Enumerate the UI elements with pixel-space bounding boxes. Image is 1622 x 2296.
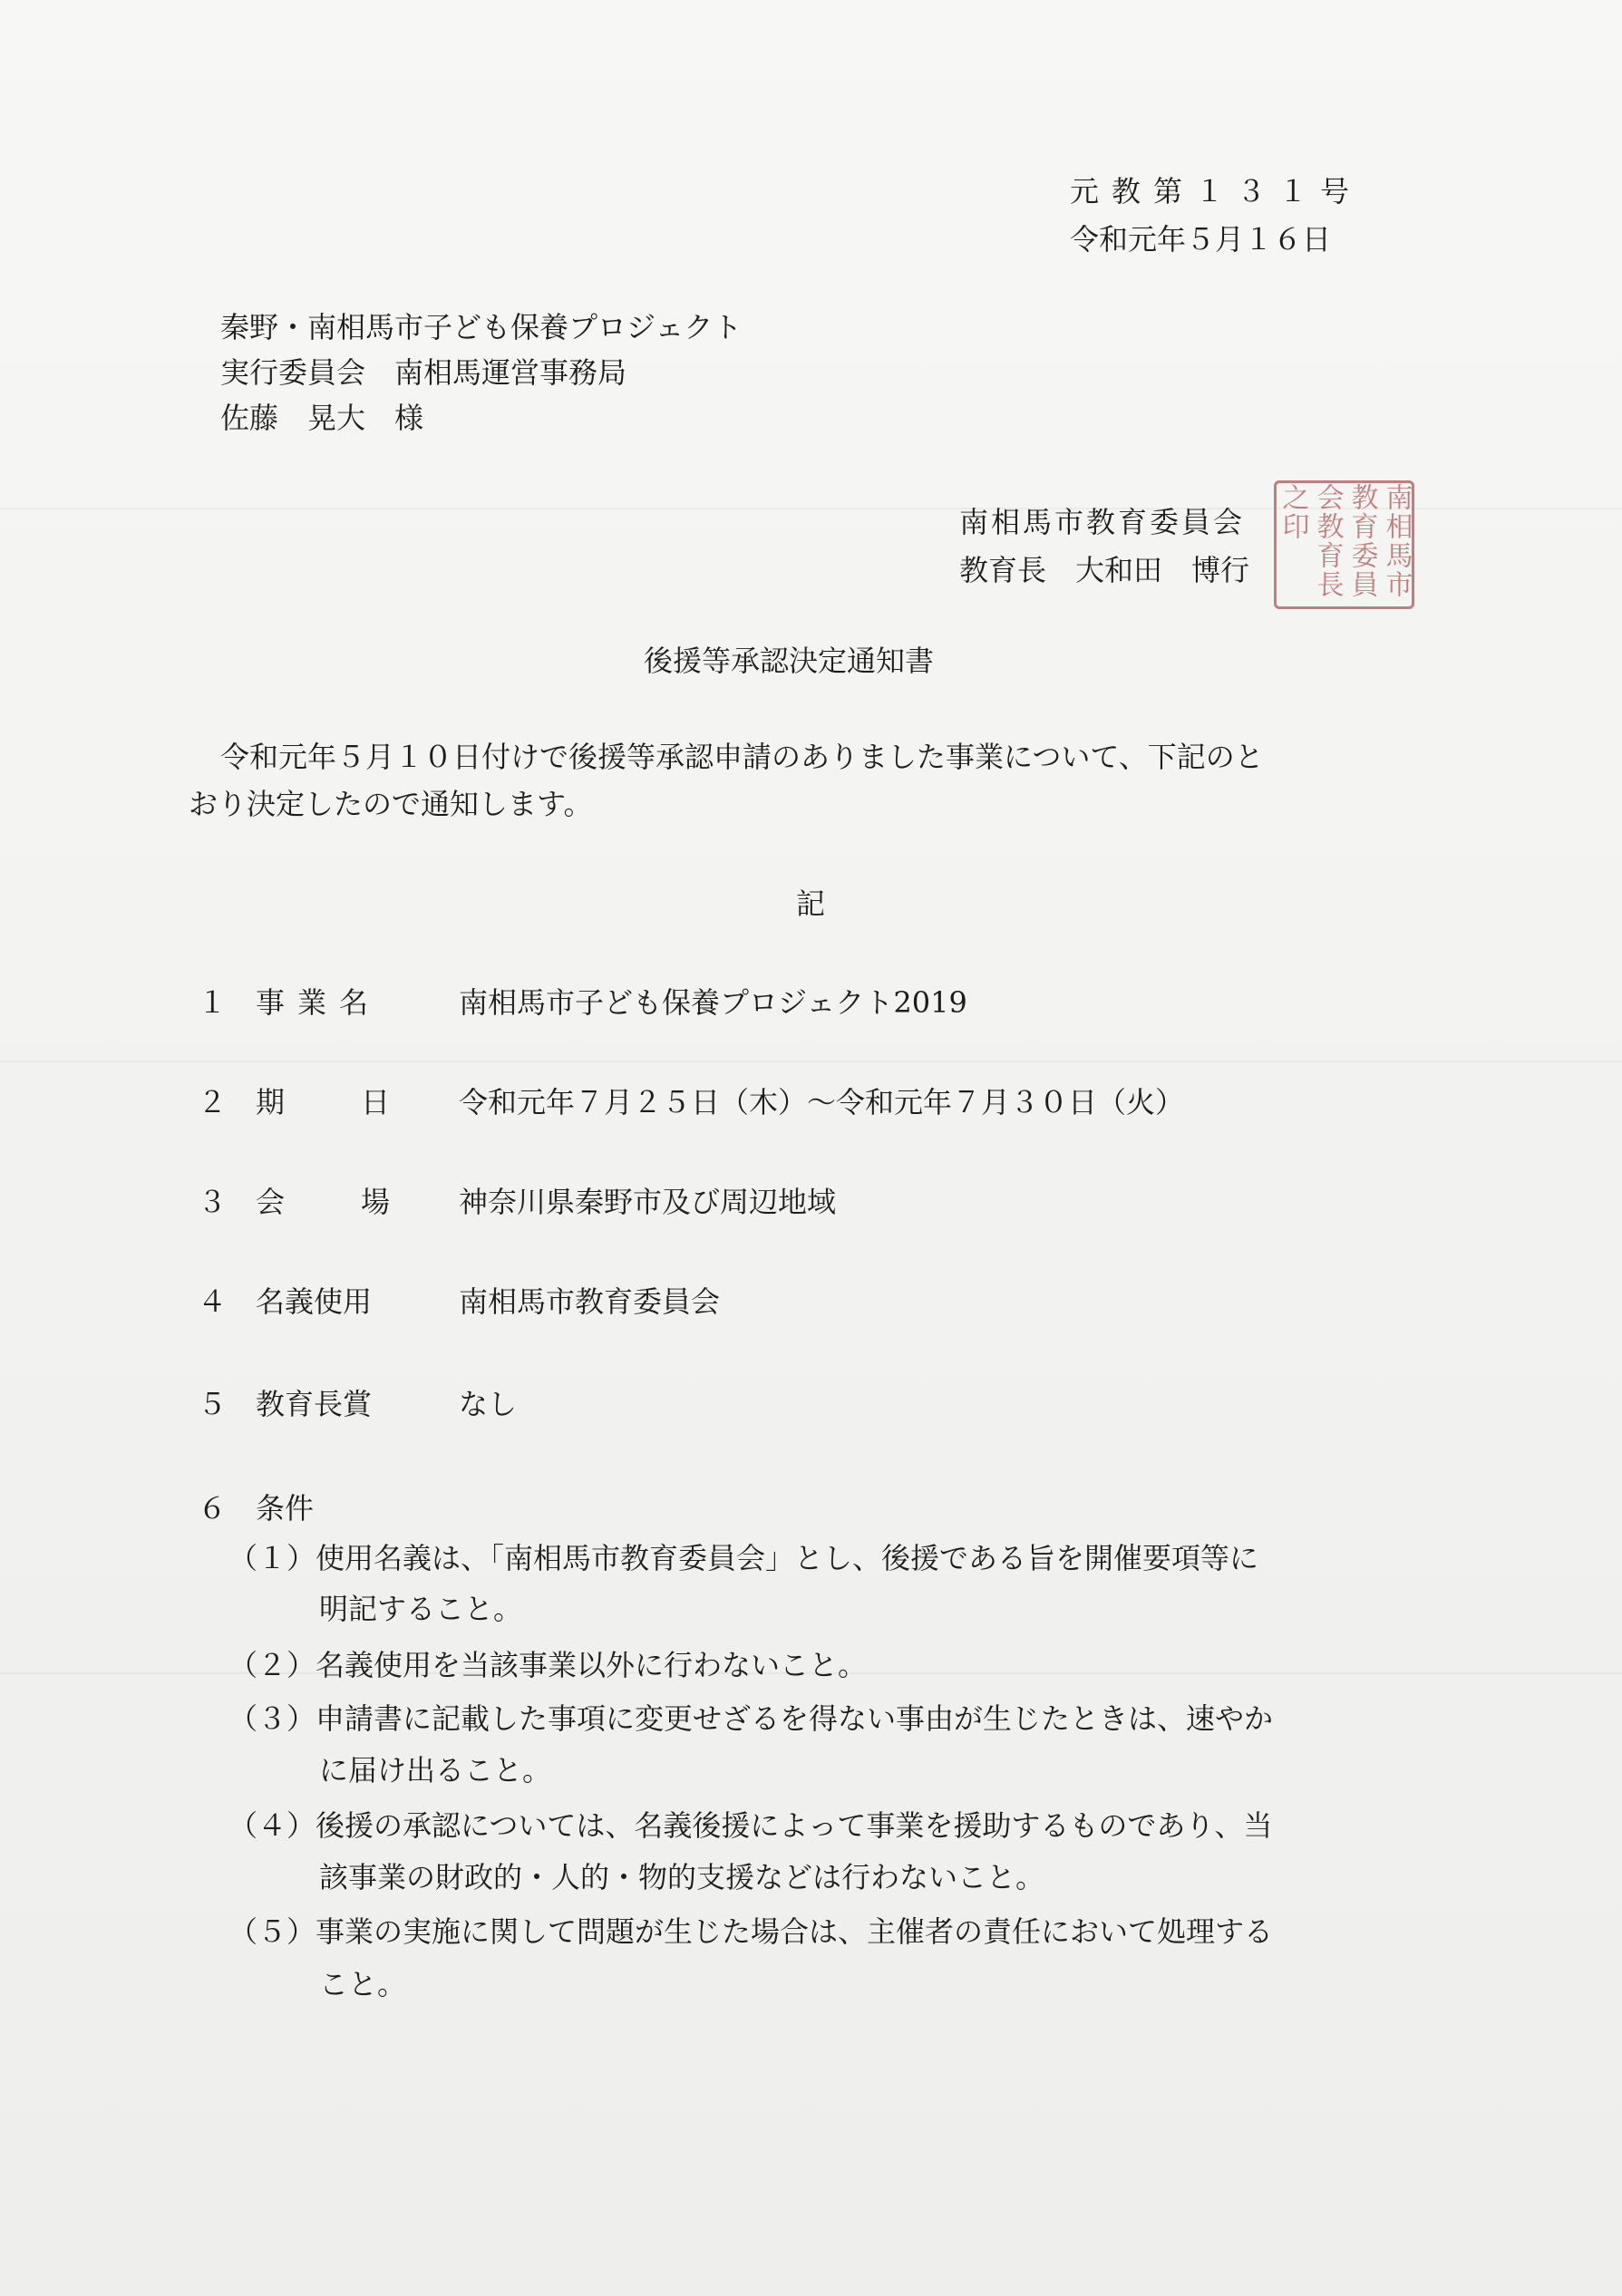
recipient-line-1: 秦野・南相馬市子ども保養プロジェクト [220,310,743,344]
condition-line: 該事業の財政的・人的・物的支援などは行わないこと。 [319,1860,1045,1894]
body-line-1: 令和元年５月１０日付けで後援等承認申請のありました事業について、下記のと [220,740,1264,774]
condition-line: こと。 [319,1967,407,2001]
item-label: 教育長賞 [256,1387,373,1421]
item-number: ２ [198,1085,228,1119]
item-number: ６ [198,1491,228,1526]
item-number: １ [198,985,228,1020]
condition-line: （４）後援の承認については、名義後援によって事業を援助するものであり、当 [228,1808,1273,1843]
item-value: 南相馬市教育委員会 [459,1284,721,1319]
item-label: 会 場 [256,1185,414,1219]
recipient-line-3: 佐藤 晃大 様 [220,401,424,435]
condition-line: （５）事業の実施に関して問題が生じた場合は、主催者の責任において処理する [228,1914,1274,1949]
official-seal [1274,480,1414,609]
recipient-line-2: 実行委員会 南相馬運営事務局 [220,355,627,390]
item-value: 神奈川県秦野市及び周辺地域 [459,1185,837,1219]
paper-fold [0,1061,1622,1062]
sender-person: 教育長 大和田 博行 [959,553,1250,587]
body-line-2: おり決定したので通知します。 [189,787,593,821]
item-label: 事業名 [256,985,382,1020]
condition-line: （３）申請書に記載した事項に変更せざるを得ない事由が生じたときは、速やか [228,1701,1274,1736]
issue-date: 令和元年５月１６日 [1070,222,1332,257]
item-number: ５ [198,1387,228,1421]
document-title: 後援等承認決定通知書 [644,644,935,678]
sender-org: 南相馬市教育委員会 [959,505,1246,539]
document-number: 元教第１３１号 [1070,174,1363,208]
item-value: 令和元年７月２５日（木）～令和元年７月３０日（火） [459,1085,1185,1119]
ki-heading: 記 [796,886,826,921]
seal-text: 南相馬市教育委員会教育長之印 [1277,483,1413,599]
condition-line: 明記すること。 [319,1592,523,1626]
condition-line: に届け出ること。 [319,1753,552,1787]
item-value: なし [459,1387,518,1421]
item-number: ４ [198,1284,228,1319]
condition-line: （１）使用名義は、「南相馬市教育委員会」とし、後援である旨を開催要項等に [228,1541,1259,1575]
item-label: 名義使用 [256,1284,373,1319]
item-label: 期 日 [256,1085,414,1119]
item-number: ３ [198,1185,228,1219]
conditions-label: 条件 [256,1491,315,1526]
condition-line: （２）名義使用を当該事業以外に行わないこと。 [228,1648,868,1682]
item-value: 南相馬市子ども保養プロジェクト2019 [459,985,967,1020]
